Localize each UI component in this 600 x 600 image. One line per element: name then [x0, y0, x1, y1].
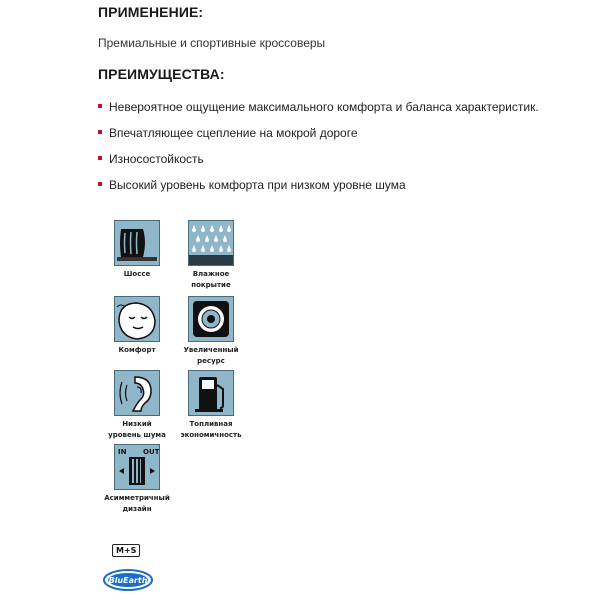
tire-longevity-icon	[188, 296, 234, 342]
list-item: Впечатляющее сцепление на мокрой дороге	[98, 126, 539, 152]
bullet-icon	[98, 104, 102, 108]
list-item: Износостойкость	[98, 152, 539, 178]
fuel-pump-icon	[188, 370, 234, 416]
feature-highway: Шоссе	[92, 220, 182, 280]
rain-icon	[188, 220, 234, 266]
bullet-icon	[98, 156, 102, 160]
feature-fuel-economy: Топливная экономичность	[166, 370, 256, 441]
application-heading: ПРИМЕНЕНИЕ:	[98, 4, 204, 20]
list-item: Невероятное ощущение максимального комфорта и баланса характеристик.	[98, 100, 539, 126]
bullet-icon	[98, 182, 102, 186]
application-text: Премиальные и спортивные кроссоверы	[98, 36, 326, 50]
feature-wet: Влажное покрытие	[166, 220, 256, 291]
advantages-heading: ПРЕИМУЩЕСТВА:	[98, 66, 225, 82]
in-label: IN	[118, 448, 127, 456]
ear-low-noise-icon	[114, 370, 160, 416]
feature-comfort: Комфорт	[92, 296, 182, 356]
bluearth-logo	[102, 568, 154, 592]
bullet-icon	[98, 130, 102, 134]
out-label: OUT	[143, 448, 159, 456]
feature-low-noise: Низкий уровень шума	[92, 370, 182, 441]
advantages-list	[98, 100, 539, 204]
tire-road-icon	[114, 220, 160, 266]
list-item: Высокий уровень комфорта при низком уровне шума	[98, 178, 539, 204]
asymmetric-tread-icon	[114, 444, 160, 490]
bluearth-label: BluEarth	[108, 576, 148, 585]
feature-asymmetric: IN OUT Асимметричный дизайн	[92, 444, 182, 515]
comfort-face-icon	[114, 296, 160, 342]
ms-badge: M+S	[112, 544, 140, 557]
feature-longevity: Увеличенный ресурс	[166, 296, 256, 367]
